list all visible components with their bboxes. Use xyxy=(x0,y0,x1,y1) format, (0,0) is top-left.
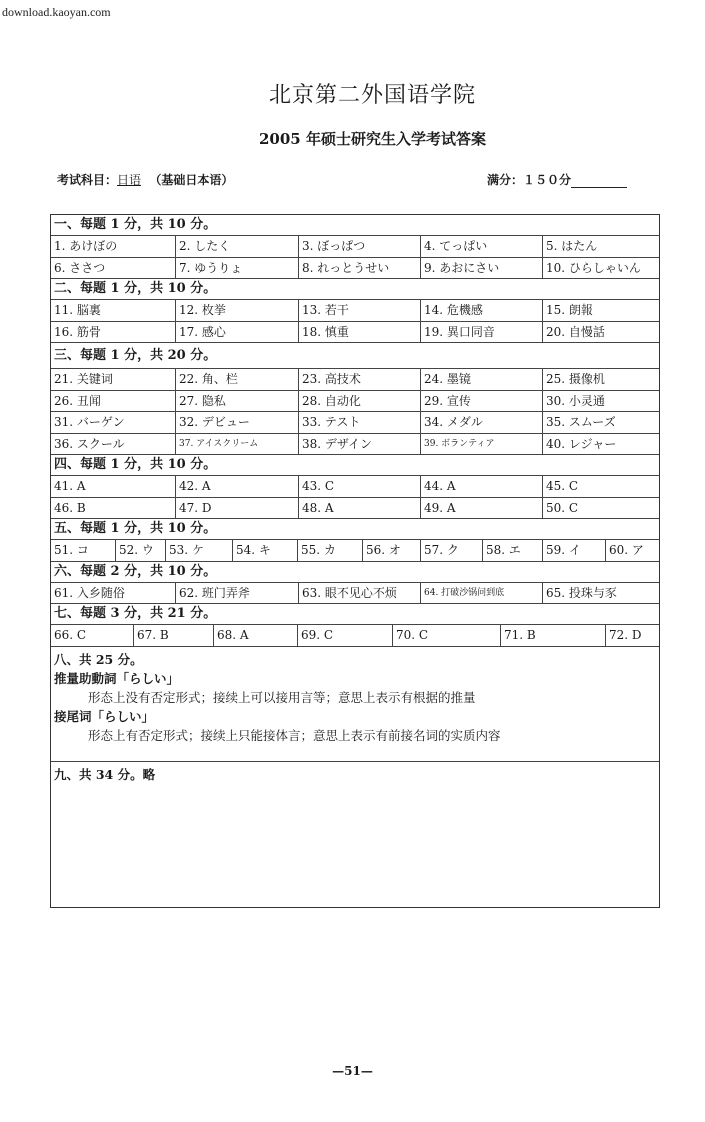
section-8-item2-text: 形态上有否定形式；接续上只能接体言；意思上表示有前接名词的实质内容 xyxy=(88,727,501,743)
sections-container xyxy=(51,215,659,647)
answer-cell: 1. あけぼの xyxy=(51,236,176,257)
answer-cell: 11. 脳裏 xyxy=(51,300,176,321)
table-row xyxy=(51,498,659,520)
section-8-item2-title: 接尾词「らしい」 xyxy=(54,708,155,724)
answer-cell: 35. スムーズ xyxy=(546,415,616,429)
document-subtitle: 2005 年硕士研究生入学考试答案 xyxy=(259,130,486,148)
answer-cell: 37. アイスクリーム xyxy=(176,434,299,455)
answer-cell: 29. 宣传 xyxy=(421,391,543,412)
answer-cell: 19. 異口同音 xyxy=(421,322,543,343)
table-row xyxy=(51,625,659,647)
answer-cell: 10. ひらしゃいん xyxy=(546,260,641,275)
answer-cell: 46. B xyxy=(51,498,176,519)
table-row xyxy=(51,412,659,434)
section-header: 四、每题 1 分，共 10 分。 xyxy=(51,455,659,476)
answer-cell: 68. A xyxy=(214,625,298,646)
answer-cell: 63. 眼不见心不烦 xyxy=(299,583,421,604)
answer-cell: 39. ボランティア xyxy=(421,434,543,455)
answer-cell: 18. 慎重 xyxy=(299,322,421,343)
answer-cell: 70. C xyxy=(393,625,501,646)
answer-cell: 28. 自动化 xyxy=(299,391,421,412)
answer-cell: 24. 墨镜 xyxy=(421,369,543,390)
exam-subject xyxy=(57,171,233,188)
answer-cell: 59. イ xyxy=(543,540,606,561)
section-header: 六、每题 2 分，共 10 分。 xyxy=(51,562,659,583)
table-row xyxy=(51,434,659,456)
answer-cell: 13. 若干 xyxy=(299,300,421,321)
answer-cell: 69. C xyxy=(298,625,393,646)
answer-cell: 58. エ xyxy=(483,540,543,561)
section-9 xyxy=(51,762,659,907)
answer-cell: 4. てっぱい xyxy=(421,236,543,257)
answer-cell: 50. C xyxy=(546,500,579,515)
answer-cell: 55. カ xyxy=(298,540,363,561)
answer-cell: 23. 高技术 xyxy=(299,369,421,390)
answer-cell: 16. 筋骨 xyxy=(51,322,176,343)
answer-cell: 40. レジャー xyxy=(546,436,617,451)
section-header: 一、每题 1 分，共 10 分。 xyxy=(51,215,659,236)
subject-detail: （基础日本语） xyxy=(149,173,234,187)
answer-cell: 53. ケ xyxy=(166,540,233,561)
answer-cell: 48. A xyxy=(299,498,421,519)
subject-value: 日语 xyxy=(117,173,142,187)
table-row xyxy=(51,583,659,605)
answer-cell: 33. テスト xyxy=(299,412,421,433)
section-8-item1-title: 推量助動詞「らしい」 xyxy=(54,670,180,686)
answer-cell: 45. C xyxy=(546,479,579,493)
table-row xyxy=(51,236,659,258)
section-8 xyxy=(51,647,659,762)
answer-cell: 44. A xyxy=(421,476,543,497)
full-score xyxy=(487,171,627,188)
answer-cell: 3. ぼっぱつ xyxy=(299,236,421,257)
section-9-header: 九、共 34 分。略 xyxy=(54,766,156,782)
answer-cell: 20. 自慢話 xyxy=(546,324,605,339)
answer-cell: 72. D xyxy=(609,628,642,642)
table-row xyxy=(51,300,659,322)
full-score-text: 满分：１５０分 xyxy=(487,173,572,187)
section-header: 三、每题 1 分，共 20 分。 xyxy=(51,343,659,369)
answer-cell: 47. D xyxy=(176,498,299,519)
table-row xyxy=(51,369,659,391)
answer-cell: 71. B xyxy=(501,625,606,646)
answer-cell: 26. 丑闻 xyxy=(51,391,176,412)
answer-cell: 22. 角、栏 xyxy=(176,369,299,390)
answer-cell: 54. キ xyxy=(233,540,298,561)
answer-cell: 41. A xyxy=(51,476,176,497)
answer-cell: 64. 打破沙锅问到底 xyxy=(421,583,543,604)
answer-cell: 25. 摄像机 xyxy=(546,372,605,386)
answer-cell: 51. コ xyxy=(51,540,116,561)
answer-cell: 2. したく xyxy=(176,236,299,257)
answer-cell: 17. 感心 xyxy=(176,322,299,343)
answer-table xyxy=(50,214,660,908)
section-8-item1-text: 形态上没有否定形式；接续上可以接用言等；意思上表示有根据的推量 xyxy=(88,689,476,705)
table-row xyxy=(51,391,659,413)
answer-cell: 8. れっとうせい xyxy=(299,258,421,279)
answer-cell: 15. 朗報 xyxy=(546,303,593,317)
table-row xyxy=(51,476,659,498)
subject-label: 考试科目： xyxy=(57,173,118,187)
answer-cell: 42. A xyxy=(176,476,299,497)
answer-cell: 38. デザイン xyxy=(299,434,421,455)
answer-cell: 49. A xyxy=(421,498,543,519)
answer-cell: 14. 危機感 xyxy=(421,300,543,321)
answer-cell: 57. ク xyxy=(421,540,483,561)
answer-cell: 62. 班门弄斧 xyxy=(176,583,299,604)
answer-cell: 5. はたん xyxy=(546,239,598,253)
answer-cell: 61. 入乡随俗 xyxy=(51,583,176,604)
answer-cell: 60. ア xyxy=(609,543,644,557)
answer-cell: 27. 隐私 xyxy=(176,391,299,412)
answer-cell: 52. ウ xyxy=(116,540,166,561)
answer-cell: 66. C xyxy=(51,625,134,646)
answer-cell: 67. B xyxy=(134,625,214,646)
answer-cell: 43. C xyxy=(299,476,421,497)
source-watermark: download.kaoyan.com xyxy=(2,5,111,19)
table-row xyxy=(51,540,659,562)
answer-cell: 6. ささつ xyxy=(51,258,176,279)
score-blank xyxy=(571,175,627,188)
table-row xyxy=(51,322,659,344)
answer-cell: 31. バーゲン xyxy=(51,412,176,433)
section-header: 七、每题 3 分，共 21 分。 xyxy=(51,604,659,625)
answer-cell: 56. オ xyxy=(363,540,421,561)
answer-cell: 12. 枚挙 xyxy=(176,300,299,321)
answer-cell: 34. メダル xyxy=(421,412,543,433)
answer-cell: 30. 小灵通 xyxy=(546,393,605,408)
answer-cell: 65. 投珠与豕 xyxy=(546,585,617,600)
answer-cell: 21. 关键词 xyxy=(51,369,176,390)
answer-cell: 9. あおにさい xyxy=(421,258,543,279)
answer-cell: 32. デビュー xyxy=(176,412,299,433)
answer-cell: 7. ゆうりょ xyxy=(176,258,299,279)
document-title: 北京第二外国语学院 xyxy=(268,83,476,108)
section-8-header: 八、共 25 分。 xyxy=(54,651,143,667)
page-number: —51— xyxy=(332,1064,373,1078)
section-header: 二、每题 1 分，共 10 分。 xyxy=(51,279,659,300)
answer-cell: 36. スクール xyxy=(51,434,176,455)
table-row xyxy=(51,258,659,280)
section-header: 五、每题 1 分，共 10 分。 xyxy=(51,519,659,540)
